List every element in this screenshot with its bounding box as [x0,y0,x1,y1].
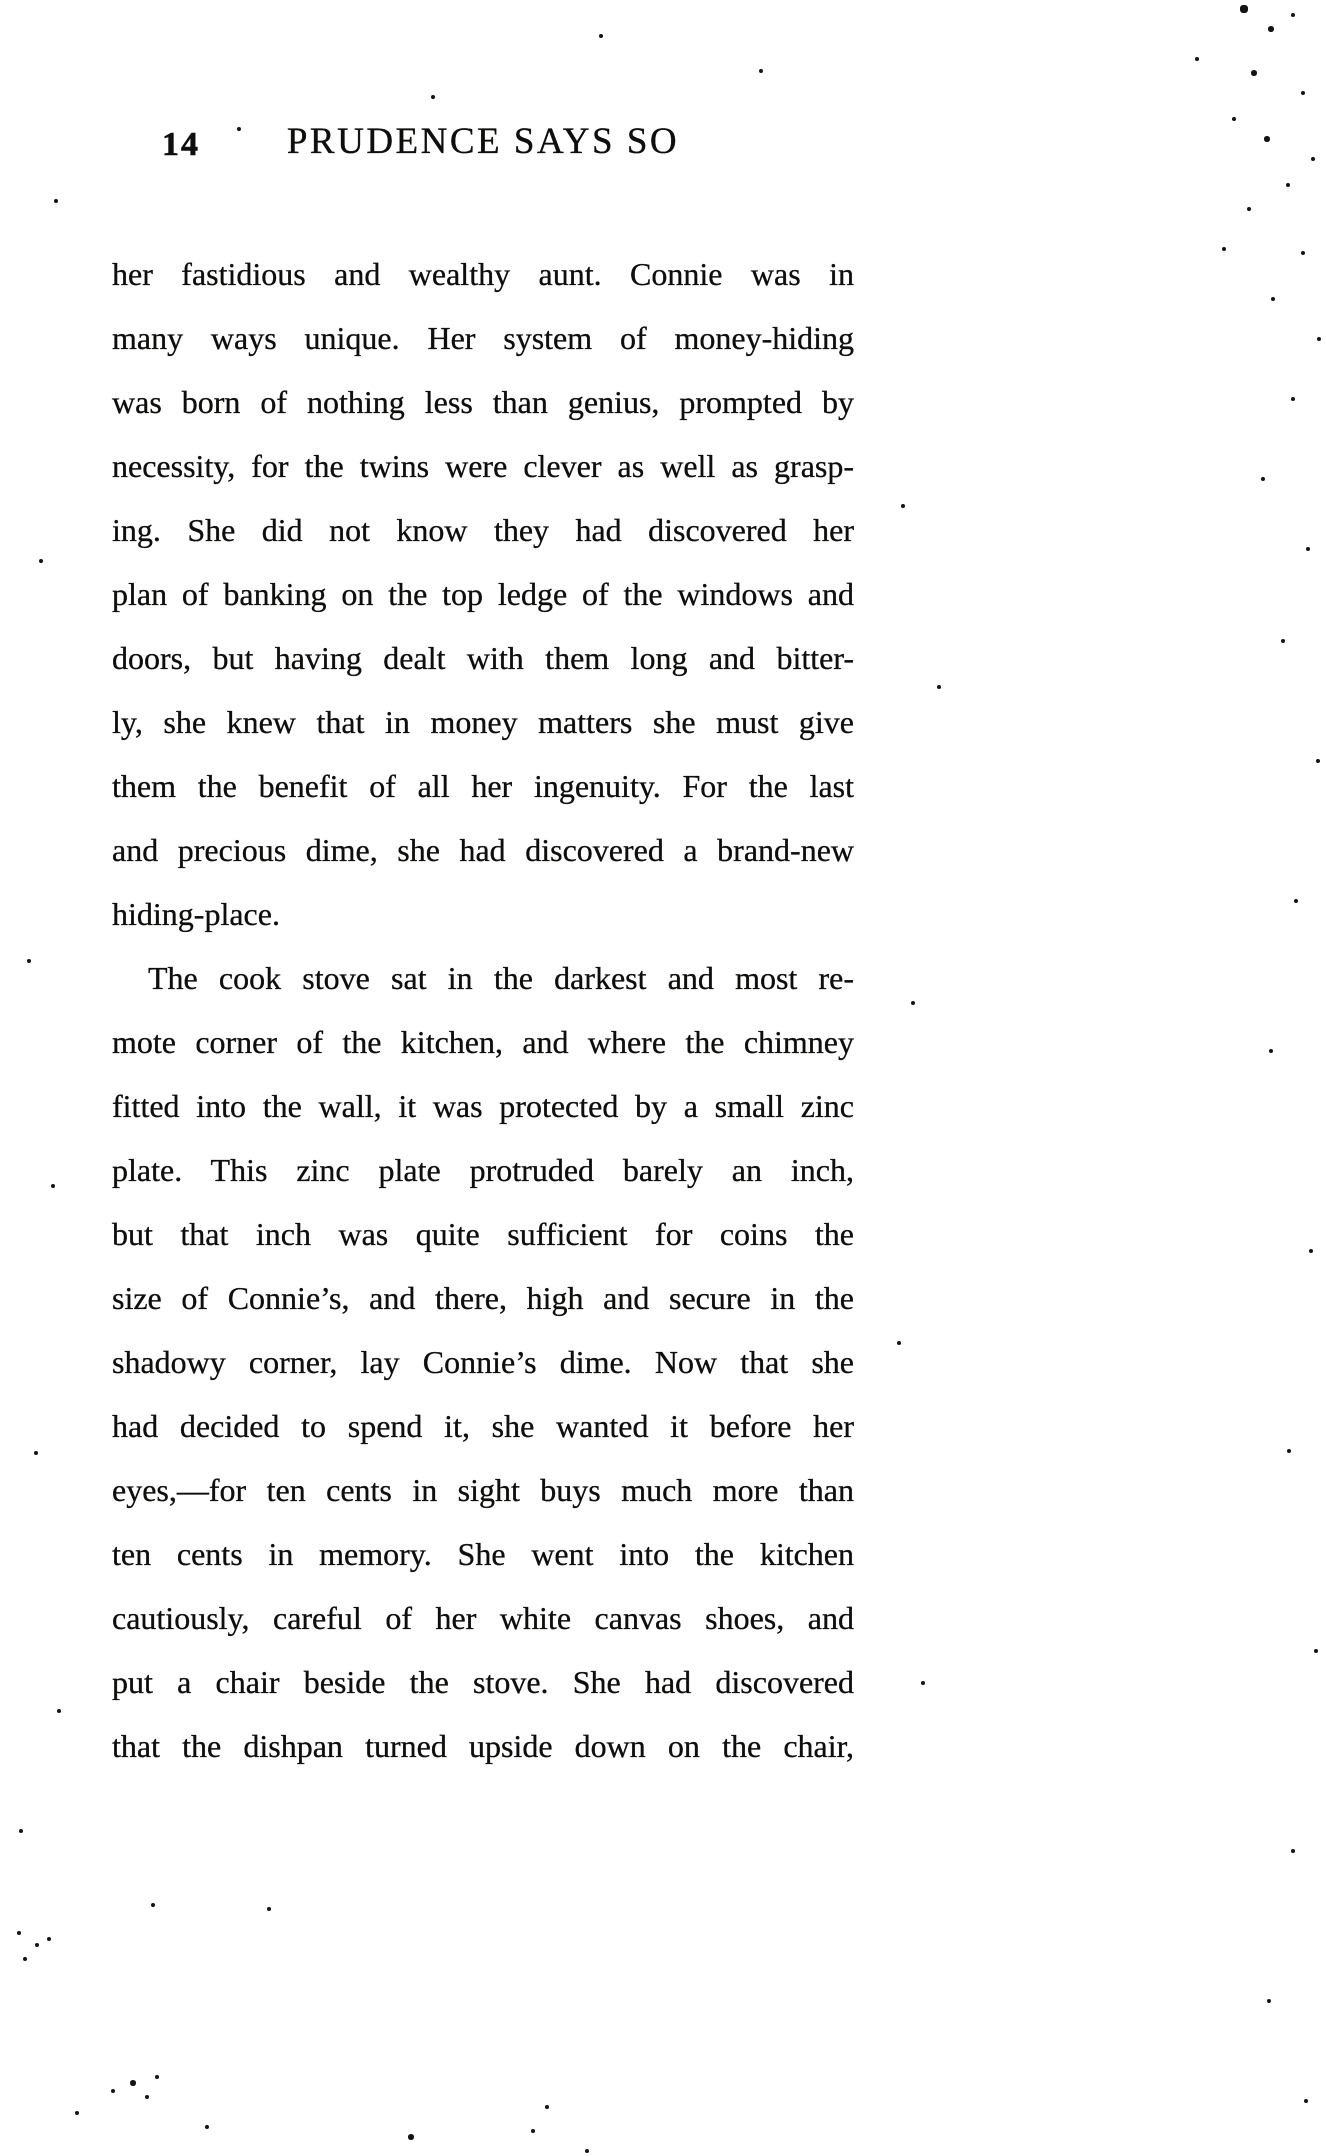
text-line: cautiously, careful of her white canvas shoes, and [112,1600,854,1636]
text-line: had decided to spend it, she wanted it before her [112,1408,854,1444]
text-line: ten cents in memory. She went into the kitchen [112,1536,854,1572]
page-title: PRUDENCE SAYS SO [286,121,680,162]
text-line: size of Connie’s, and there, high and secure in the [112,1280,854,1316]
text-line: plate. This zinc plate protruded barely an inch, [112,1152,854,1188]
text-line: hiding-place. [112,896,280,932]
text-line: plan of banking on the top ledge of the windows and [112,576,854,612]
text-line: that the dishpan turned upside down on the chair, [112,1728,854,1764]
text-line: shadowy corner, lay Connie’s dime. Now that she [112,1344,854,1380]
text-line: but that inch was quite sufficient for coins the [112,1216,854,1252]
running-header [112,120,854,176]
text-line: and precious dime, she had discovered a brand-new [112,832,854,868]
text-line: doors, but having dealt with them long and bitter- [112,640,854,676]
text-line: was born of nothing less than genius, prompted by [112,384,854,420]
text-line: them the benefit of all her ingenuity. For the last [112,768,854,804]
text-line: ly, she knew that in money matters she must give [112,704,854,740]
text-line: fitted into the wall, it was protected by a small zinc [112,1088,854,1124]
scan-noise [0,0,2,2]
text-line: ing. She did not know they had discovered her [112,512,854,548]
text-line: eyes,—for ten cents in sight buys much more than [112,1472,854,1508]
text-line: many ways unique. Her system of money-hiding [112,320,854,356]
text-line: put a chair beside the stove. She had discovered [112,1664,854,1700]
text-line: necessity, for the twins were clever as well as grasp- [112,448,854,484]
text-line: The cook stove sat in the darkest and most re- [148,960,854,996]
page-number: 14 [162,126,200,163]
text-line: mote corner of the kitchen, and where the chimney [112,1024,854,1060]
body-text [112,242,854,1778]
text-line: her fastidious and wealthy aunt. Connie was in [112,256,854,292]
